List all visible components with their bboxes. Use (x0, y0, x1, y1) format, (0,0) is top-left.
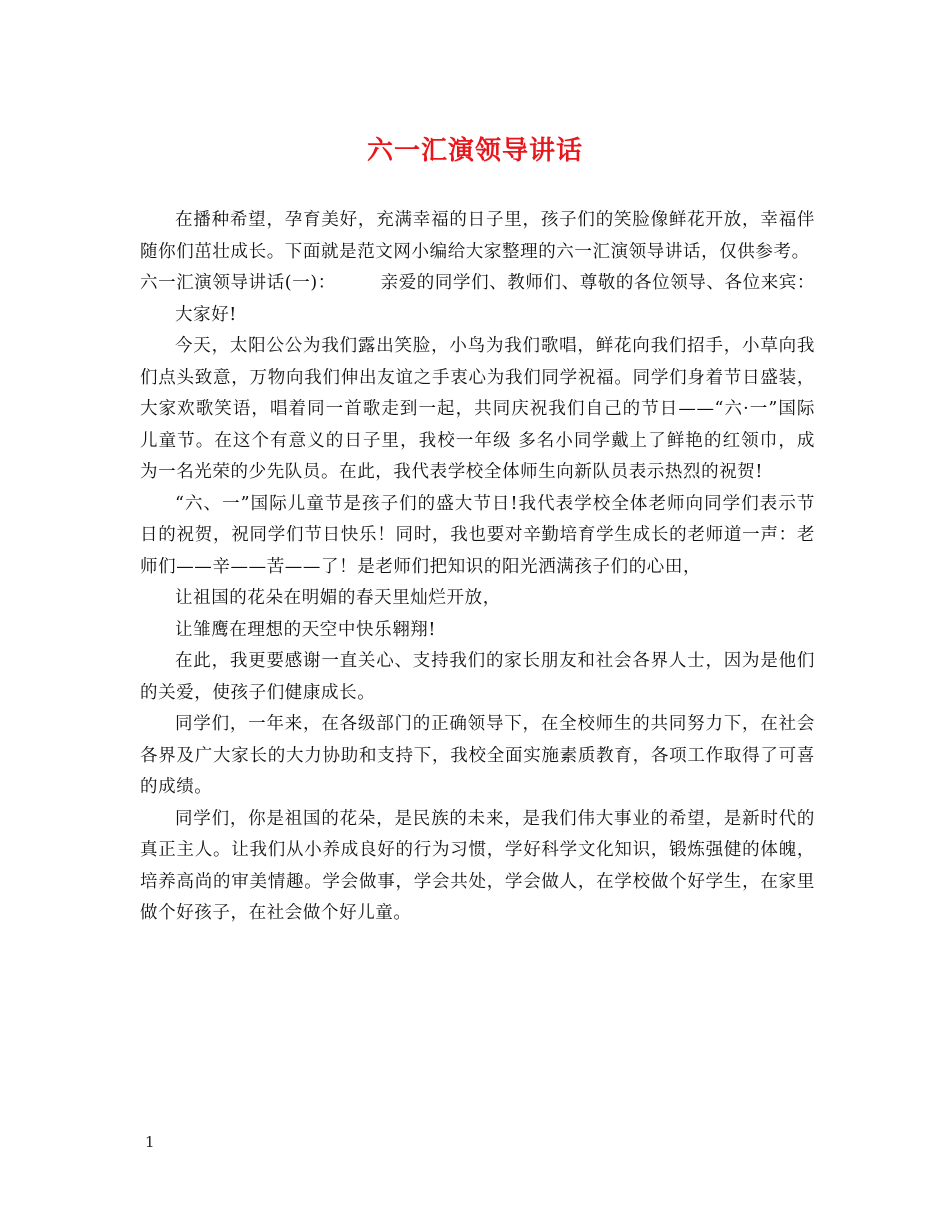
document-title: 六一汇演领导讲话 (366, 136, 583, 166)
body-paragraph: 同学们，你是祖国的花朵，是民族的未来，是我们伟大事业的希望，是新时代的真正主人。让我们从小养成良好的行为习惯，学好科学文化知识，锻炼强健的体魄，培养高尚的审美情趣。学会做事，学会共处，学会做人，在学校做个好学生，在家里做个好孩子，在社会做个好儿童。 (140, 808, 815, 923)
salutation: 亲爱的同学们、教师们、尊敬的各位领导、各位来宾： (380, 273, 815, 293)
section-heading-line (140, 268, 815, 300)
page-number: 1 (145, 1133, 155, 1151)
intro-paragraph: 在播种希望，孕育美好，充满幸福的日子里，孩子们的笑脸像鲜花开放，幸福伴随你们茁壮成长。下面就是范文网小编给大家整理的六一汇演领导讲话，仅供参考。 (140, 210, 815, 262)
body-paragraph: 让雏鹰在理想的天空中快乐翱翔! (175, 619, 437, 640)
body-paragraph: 让祖国的花朵在明媚的春天里灿烂开放， (175, 588, 501, 608)
body-paragraph: 同学们，一年来，在各级部门的正确领导下，在全校师生的共同努力下，在社会各界及广大家长的大力协助和支持下，我校全面实施素质教育，各项工作取得了可喜的成绩。 (140, 714, 815, 797)
document-body (140, 205, 815, 930)
section-heading: 六一汇演领导讲话(一)： (140, 273, 336, 293)
body-paragraph: 今天，太阳公公为我们露出笑脸，小鸟为我们歌唱，鲜花向我们招手，小草向我们点头致意，万物向我们伸出友谊之手衷心为我们同学祝福。同学们身着节日盛装，大家欢歌笑语，唱着同一首歌走到一起，共同庆祝我们自己的节日——“六·一”国际儿童节。在这个有意义的日子里，我校一年级 多名小同学戴上了鲜艳的红领巾，成为一名光荣的少先队员。在此，我代表学校全体师生向新队员表示热烈的祝贺! (140, 336, 815, 482)
body-paragraph: 在此，我更要感谢一直关心、支持我们的家长朋友和社会各界人士，因为是他们的关爱，使孩子们健康成长。 (140, 651, 815, 703)
body-paragraph: “六、一”国际儿童节是孩子们的盛大节日!我代表学校全体老师向同学们表示节日的祝贺，祝同学们节日快乐！同时，我也要对辛勤培育学生成长的老师道一声：老师们——辛——苦——了！是老师们把知识的阳光洒满孩子们的心田， (140, 493, 815, 577)
greeting: 大家好! (175, 304, 237, 325)
